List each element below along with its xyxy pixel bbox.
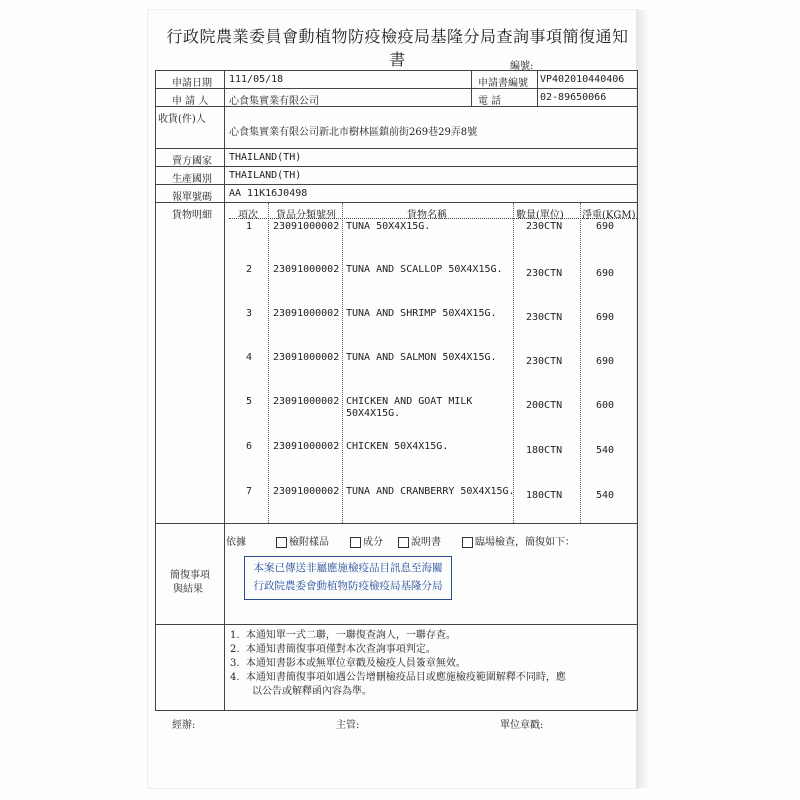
option-ingredients — [350, 533, 383, 548]
goods-header-item: 項次 — [238, 210, 258, 221]
goods-row-qty: 230CTN — [526, 356, 563, 367]
note-1 — [230, 630, 456, 642]
goods-row-name: CHICKEN AND GOAT MILK — [346, 396, 473, 407]
goods-row-code: 23091000002 — [273, 486, 340, 497]
declaration-no-value: AA 11K16J0498 — [229, 188, 308, 199]
goods-row-code: 23091000002 — [273, 441, 340, 452]
goods-row-weight: 690 — [596, 356, 615, 367]
goods-row-item: 4 — [246, 352, 253, 363]
reply-section-label-1: 簡復事項 — [170, 570, 210, 581]
row-divider-5 — [155, 184, 638, 185]
application-no-label: 申請書編號 — [478, 78, 528, 89]
goods-row-weight: 540 — [596, 490, 615, 501]
goods-row-code: 23091000002 — [273, 396, 340, 407]
note-4 — [230, 672, 566, 684]
document-title: 行政院農業委員會動植物防疫檢疫局基隆分局查詢事項簡復通知書 — [166, 27, 629, 69]
option-manual — [398, 533, 441, 548]
goods-row-item: 1 — [246, 221, 253, 232]
goods-row-item: 5 — [246, 396, 253, 407]
goods-row-weight: 540 — [596, 445, 615, 456]
goods-header-name: 貨物名稱 — [407, 210, 447, 221]
goods-row-name: TUNA AND SALMON 50X4X15G. — [346, 352, 497, 363]
declaration-no-label: 報單號碼 — [172, 192, 212, 203]
goods-col-divider-3 — [513, 203, 514, 523]
note-1-num: 1. — [230, 630, 240, 641]
apply-date-value: 111/05/18 — [229, 74, 284, 85]
goods-row-name-cont: 50X4X15G. — [346, 408, 401, 419]
goods-row-code: 23091000002 — [273, 264, 340, 275]
phone-value: 02-89650066 — [540, 92, 607, 103]
goods-row-item: 7 — [246, 486, 253, 497]
sample-checkbox — [276, 537, 287, 548]
goods-row-weight: 600 — [596, 400, 615, 411]
goods-row-qty: 230CTN — [526, 221, 563, 232]
goods-label: 貨物明細 — [172, 210, 212, 221]
option-ingredients-label: 成分 — [363, 537, 383, 548]
option-inspection-label: 臨場檢查，簡復如下： — [475, 537, 575, 548]
application-no-value: VP402010440406 — [540, 74, 625, 85]
note-2 — [230, 644, 436, 656]
goods-row-name: TUNA AND CRANBERRY 50X4X15G. — [346, 486, 515, 497]
note-2-text: 本通知書簡復事項僅對本次查詢事項判定。 — [245, 644, 436, 655]
option-manual-label: 說明書 — [411, 537, 441, 548]
goods-row-name: TUNA AND SCALLOP 50X4X15G. — [346, 264, 503, 275]
notes-top-divider — [155, 624, 638, 625]
goods-row-code: 23091000002 — [273, 352, 340, 363]
goods-row-name: TUNA AND SHRIMP 50X4X15G. — [346, 308, 497, 319]
goods-header-weight: 淨重(KGM) — [582, 210, 636, 221]
origin-country-label: 生產國別 — [172, 174, 212, 185]
unit-stamp-signature: 單位章戳: — [500, 720, 544, 731]
goods-bottom-divider — [155, 523, 638, 524]
goods-row-code: 23091000002 — [273, 308, 340, 319]
goods-row-qty: 180CTN — [526, 445, 563, 456]
goods-row-qty: 180CTN — [526, 490, 563, 501]
note-4-cont: 以公告或解釋函內容為準。 — [252, 686, 372, 697]
note-3-text: 本通知書影本或無單位章戳及檢疫人員簽章無效。 — [245, 658, 466, 669]
receiver-label: 收貨(件)人 — [158, 114, 206, 125]
frame-bottom — [155, 710, 638, 711]
reply-section-label-2: 與結果 — [173, 584, 203, 595]
row-divider-2 — [155, 106, 638, 107]
row-divider-3 — [155, 148, 638, 149]
goods-row-qty: 230CTN — [526, 312, 563, 323]
row-divider-4 — [155, 166, 638, 167]
option-sample — [276, 533, 329, 548]
goods-row-name: CHICKEN 50X4X15G. — [346, 441, 449, 452]
goods-col-divider-1 — [268, 203, 269, 523]
applicant-label: 申 請 人 — [172, 96, 209, 107]
note-1-text: 本通知單一式二聯，一聯復查詢人，一聯存查。 — [245, 630, 456, 641]
phone-label: 電 話 — [478, 96, 502, 107]
goods-row-code: 23091000002 — [273, 221, 340, 232]
apply-date-label: 申請日期 — [172, 78, 212, 89]
row-divider-1 — [155, 88, 638, 89]
goods-header-qty: 數量(單位) — [516, 210, 564, 221]
option-sample-label: 檢附樣品 — [289, 537, 329, 548]
handler-signature: 經辦: — [172, 720, 196, 731]
ingredients-checkbox — [350, 537, 361, 548]
note-4-text: 本通知書簡復事項如遇公告增刪檢疫品目或應施檢疫範圍解釋不同時，應 — [245, 672, 566, 683]
goods-row-weight: 690 — [596, 221, 615, 232]
seller-country-label: 賣方國家 — [172, 156, 212, 167]
goods-col-divider-2 — [342, 203, 343, 523]
frame-top — [155, 70, 638, 71]
goods-row-item: 2 — [246, 264, 253, 275]
note-3 — [230, 658, 466, 670]
goods-row-qty: 200CTN — [526, 400, 563, 411]
manual-checkbox — [398, 537, 409, 548]
stamp-line-2: 行政院農委會動植物防疫檢疫局基隆分局 — [253, 580, 443, 592]
stamp-line-1: 本案已傳送非屬應施檢疫品目訊息至海關 — [253, 562, 443, 574]
official-stamp — [244, 556, 452, 600]
goods-row-item: 6 — [246, 441, 253, 452]
goods-row-weight: 690 — [596, 312, 615, 323]
row-divider-6 — [155, 202, 638, 203]
option-inspection — [462, 533, 575, 548]
origin-country-value: THAILAND(TH) — [229, 170, 302, 181]
basis-label: 依據 — [226, 537, 246, 548]
applicant-value: 心食集實業有限公司 — [229, 96, 319, 107]
goods-row-weight: 690 — [596, 268, 615, 279]
goods-row-name: TUNA 50X4X15G. — [346, 221, 431, 232]
seller-country-value: THAILAND(TH) — [229, 152, 302, 163]
serial-label: 編號: — [510, 61, 534, 72]
goods-row-item: 3 — [246, 308, 253, 319]
goods-row-qty: 230CTN — [526, 268, 563, 279]
note-2-num: 2. — [230, 644, 240, 655]
supervisor-signature: 主管: — [336, 720, 360, 731]
goods-header-code: 貨品分類號列 — [276, 210, 336, 221]
inspection-checkbox — [462, 537, 473, 548]
note-4-num: 4. — [230, 672, 240, 683]
goods-col-divider-4 — [580, 203, 581, 523]
receiver-value: 心食集實業有限公司新北市樹林區鎮前街269巷29弄8號 — [229, 127, 478, 138]
note-3-num: 3. — [230, 658, 240, 669]
